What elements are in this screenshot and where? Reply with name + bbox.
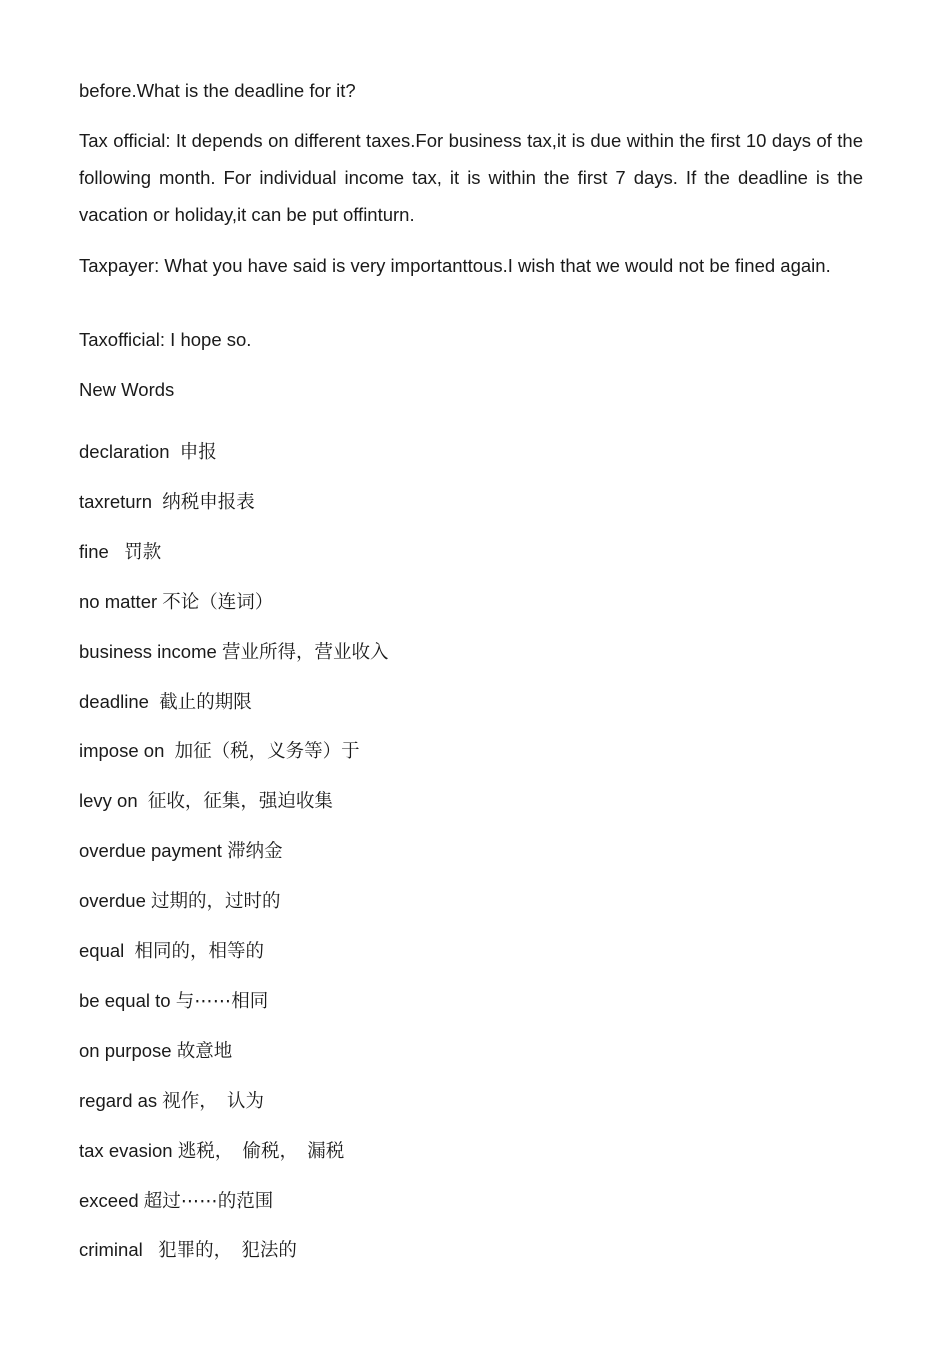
word-meaning: 视作， 认为 [162, 1090, 265, 1111]
word-term: tax evasion [79, 1140, 173, 1161]
word-term: on purpose [79, 1040, 172, 1061]
word-term: deadline [79, 691, 149, 712]
dialogue-tax-official-1: Tax official: It depends on different taxes.For business tax,it is due within the first 10 days of the following month. For individual income tax, it is within the first 7 days. If the deadline is the vacation or holiday,it can be put offinturn. [79, 130, 863, 225]
word-meaning: 滞纳金 [227, 840, 283, 861]
word-meaning: 罚款 [124, 541, 162, 562]
word-term: business income [79, 641, 217, 662]
word-entry [79, 1139, 344, 1163]
word-term: no matter [79, 591, 158, 612]
word-meaning: 逃税， 偷税， 漏税 [177, 1140, 345, 1161]
word-term: overdue payment [79, 840, 222, 861]
word-meaning: 犯罪的， 犯法的 [158, 1239, 297, 1260]
word-meaning: 故意地 [176, 1040, 233, 1061]
word-term: criminal [79, 1239, 143, 1260]
word-entry [79, 1189, 273, 1213]
section-title-new-words: New Words [79, 379, 175, 400]
word-meaning: 过期的，过时的 [151, 890, 281, 911]
word-meaning: 超过⋯⋯的范围 [143, 1190, 274, 1211]
word-term: declaration [79, 441, 170, 462]
word-term: be equal to [79, 990, 171, 1011]
word-entry [79, 789, 333, 813]
word-entry [79, 640, 388, 664]
word-term: regard as [79, 1090, 158, 1111]
word-term: overdue [79, 890, 146, 911]
word-term: exceed [79, 1190, 139, 1211]
word-meaning: 营业所得，营业收入 [221, 641, 389, 662]
word-meaning: 不论（连词） [162, 591, 274, 612]
word-entry [79, 490, 255, 514]
word-term: equal [79, 940, 125, 961]
word-entry [79, 590, 273, 614]
dialogue-line-before: before.What is the deadline for it? [79, 80, 356, 101]
word-entry [79, 939, 264, 963]
word-entry [79, 690, 252, 714]
word-entry [79, 739, 360, 763]
word-entry [79, 889, 281, 913]
word-entry [79, 1089, 264, 1113]
word-term: impose on [79, 740, 165, 761]
word-entry [79, 839, 283, 863]
word-meaning: 征收，征集，强迫收集 [147, 790, 333, 811]
word-meaning: 与⋯⋯相同 [175, 990, 269, 1011]
word-entry [79, 1238, 297, 1262]
word-entry [79, 440, 217, 464]
dialogue-tax-official-2: Taxofficial: I hope so. [79, 329, 252, 350]
word-meaning: 申报 [179, 441, 217, 462]
word-meaning: 截止的期限 [159, 691, 252, 712]
word-entry [79, 989, 268, 1013]
word-term: fine [79, 541, 109, 562]
word-meaning: 纳税申报表 [162, 491, 255, 512]
word-term: taxreturn [79, 491, 153, 512]
word-meaning: 加征（税，义务等）于 [174, 740, 360, 761]
dialogue-taxpayer: Taxpayer: What you have said is very importanttous.I wish that we would not be fined again. [79, 255, 831, 276]
word-term: levy on [79, 790, 138, 811]
word-entry [79, 1039, 232, 1063]
word-entry [79, 540, 161, 564]
word-meaning: 相同的，相等的 [134, 940, 265, 961]
